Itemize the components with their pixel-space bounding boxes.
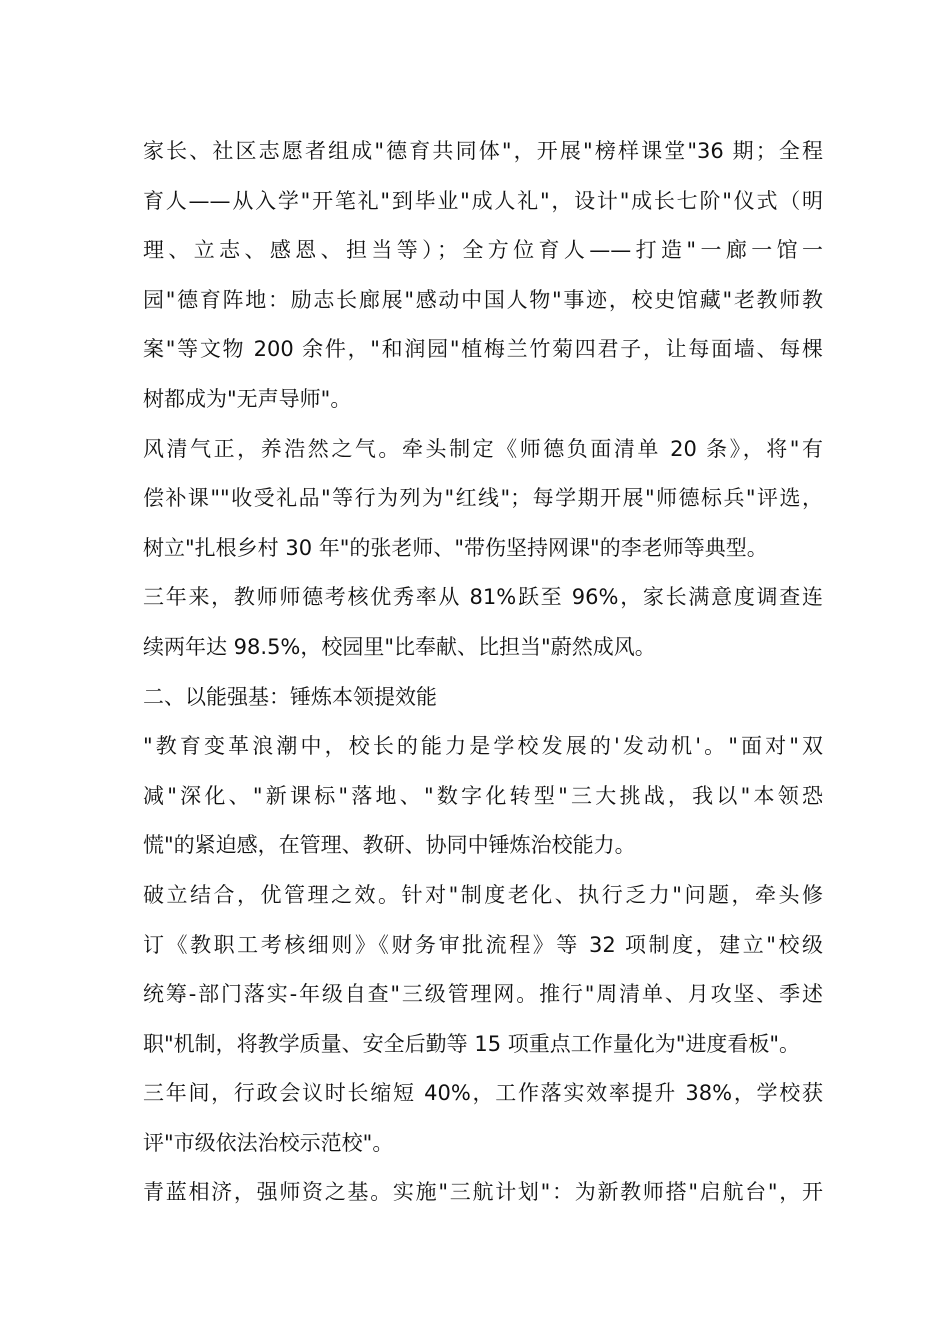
text-line: 树立"扎根乡村 30 年"的张老师、"带伤坚持网课"的李老师等典型。 bbox=[143, 535, 768, 560]
text-line: 偿补课""收受礼品"等行为列为"红线"；每学期开展"师德标兵"评选， bbox=[143, 486, 823, 511]
text-line: 订《教职工考核细则》《财务审批流程》等 32 项制度，建立"校级 bbox=[143, 932, 823, 957]
text-line: 家长、社区志愿者组成"德育共同体"，开展"榜样课堂"36 期；全程 bbox=[143, 139, 823, 163]
text-line: "教育变革浪潮中，校长的能力是学校发展的'发动机'。"面对"双 bbox=[143, 734, 823, 759]
text-line: 评"市级依法治校示范校"。 bbox=[143, 1130, 394, 1155]
text-line: 三年间，行政会议时长缩短 40%，工作落实效率提升 38%，学校获 bbox=[143, 1081, 823, 1106]
text-line: 园"德育阵地：励志长廊展"感动中国人物"事迹，校史馆藏"老教师教 bbox=[143, 287, 823, 312]
text-line: 案"等文物 200 余件，"和润园"植梅兰竹菊四君子，让每面墙、每棵 bbox=[143, 337, 823, 362]
text-line: 育人——从入学"开笔礼"到毕业"成人礼"，设计"成长七阶"仪式（明 bbox=[143, 188, 823, 213]
text-line: 三年来，教师师德考核优秀率从 81%跃至 96%，家长满意度调查连 bbox=[143, 585, 823, 610]
section-heading: 二、以能强基：锤炼本领提效能 bbox=[143, 684, 437, 709]
text-line: 续两年达 98.5%，校园里"比奉献、比担当"蔚然成风。 bbox=[143, 634, 656, 659]
text-line: 减"深化、"新课标"落地、"数字化转型"三大挑战，我以"本领恐 bbox=[143, 783, 823, 808]
text-line: 破立结合，优管理之效。针对"制度老化、执行乏力"问题，牵头修 bbox=[143, 882, 823, 907]
text-line: 理、立志、感恩、担当等）；全方位育人——打造"一廊一馆一 bbox=[143, 238, 823, 263]
text-line: 职"机制，将教学质量、安全后勤等 15 项重点工作量化为"进度看板"。 bbox=[143, 1031, 801, 1056]
text-line: 树都成为"无声导师"。 bbox=[143, 386, 352, 411]
text-line: 统筹-部门落实-年级自查"三级管理网。推行"周清单、月攻坚、季述 bbox=[143, 982, 823, 1007]
text-line: 慌"的紧迫感，在管理、教研、协同中锤炼治校能力。 bbox=[143, 833, 636, 858]
text-line: 青蓝相济，强师资之基。实施"三航计划"：为新教师搭"启航台"，开 bbox=[143, 1180, 823, 1205]
text-line: 风清气正，养浩然之气。牵头制定《师德负面清单 20 条》，将"有 bbox=[143, 436, 823, 461]
body-text bbox=[143, 127, 823, 1218]
